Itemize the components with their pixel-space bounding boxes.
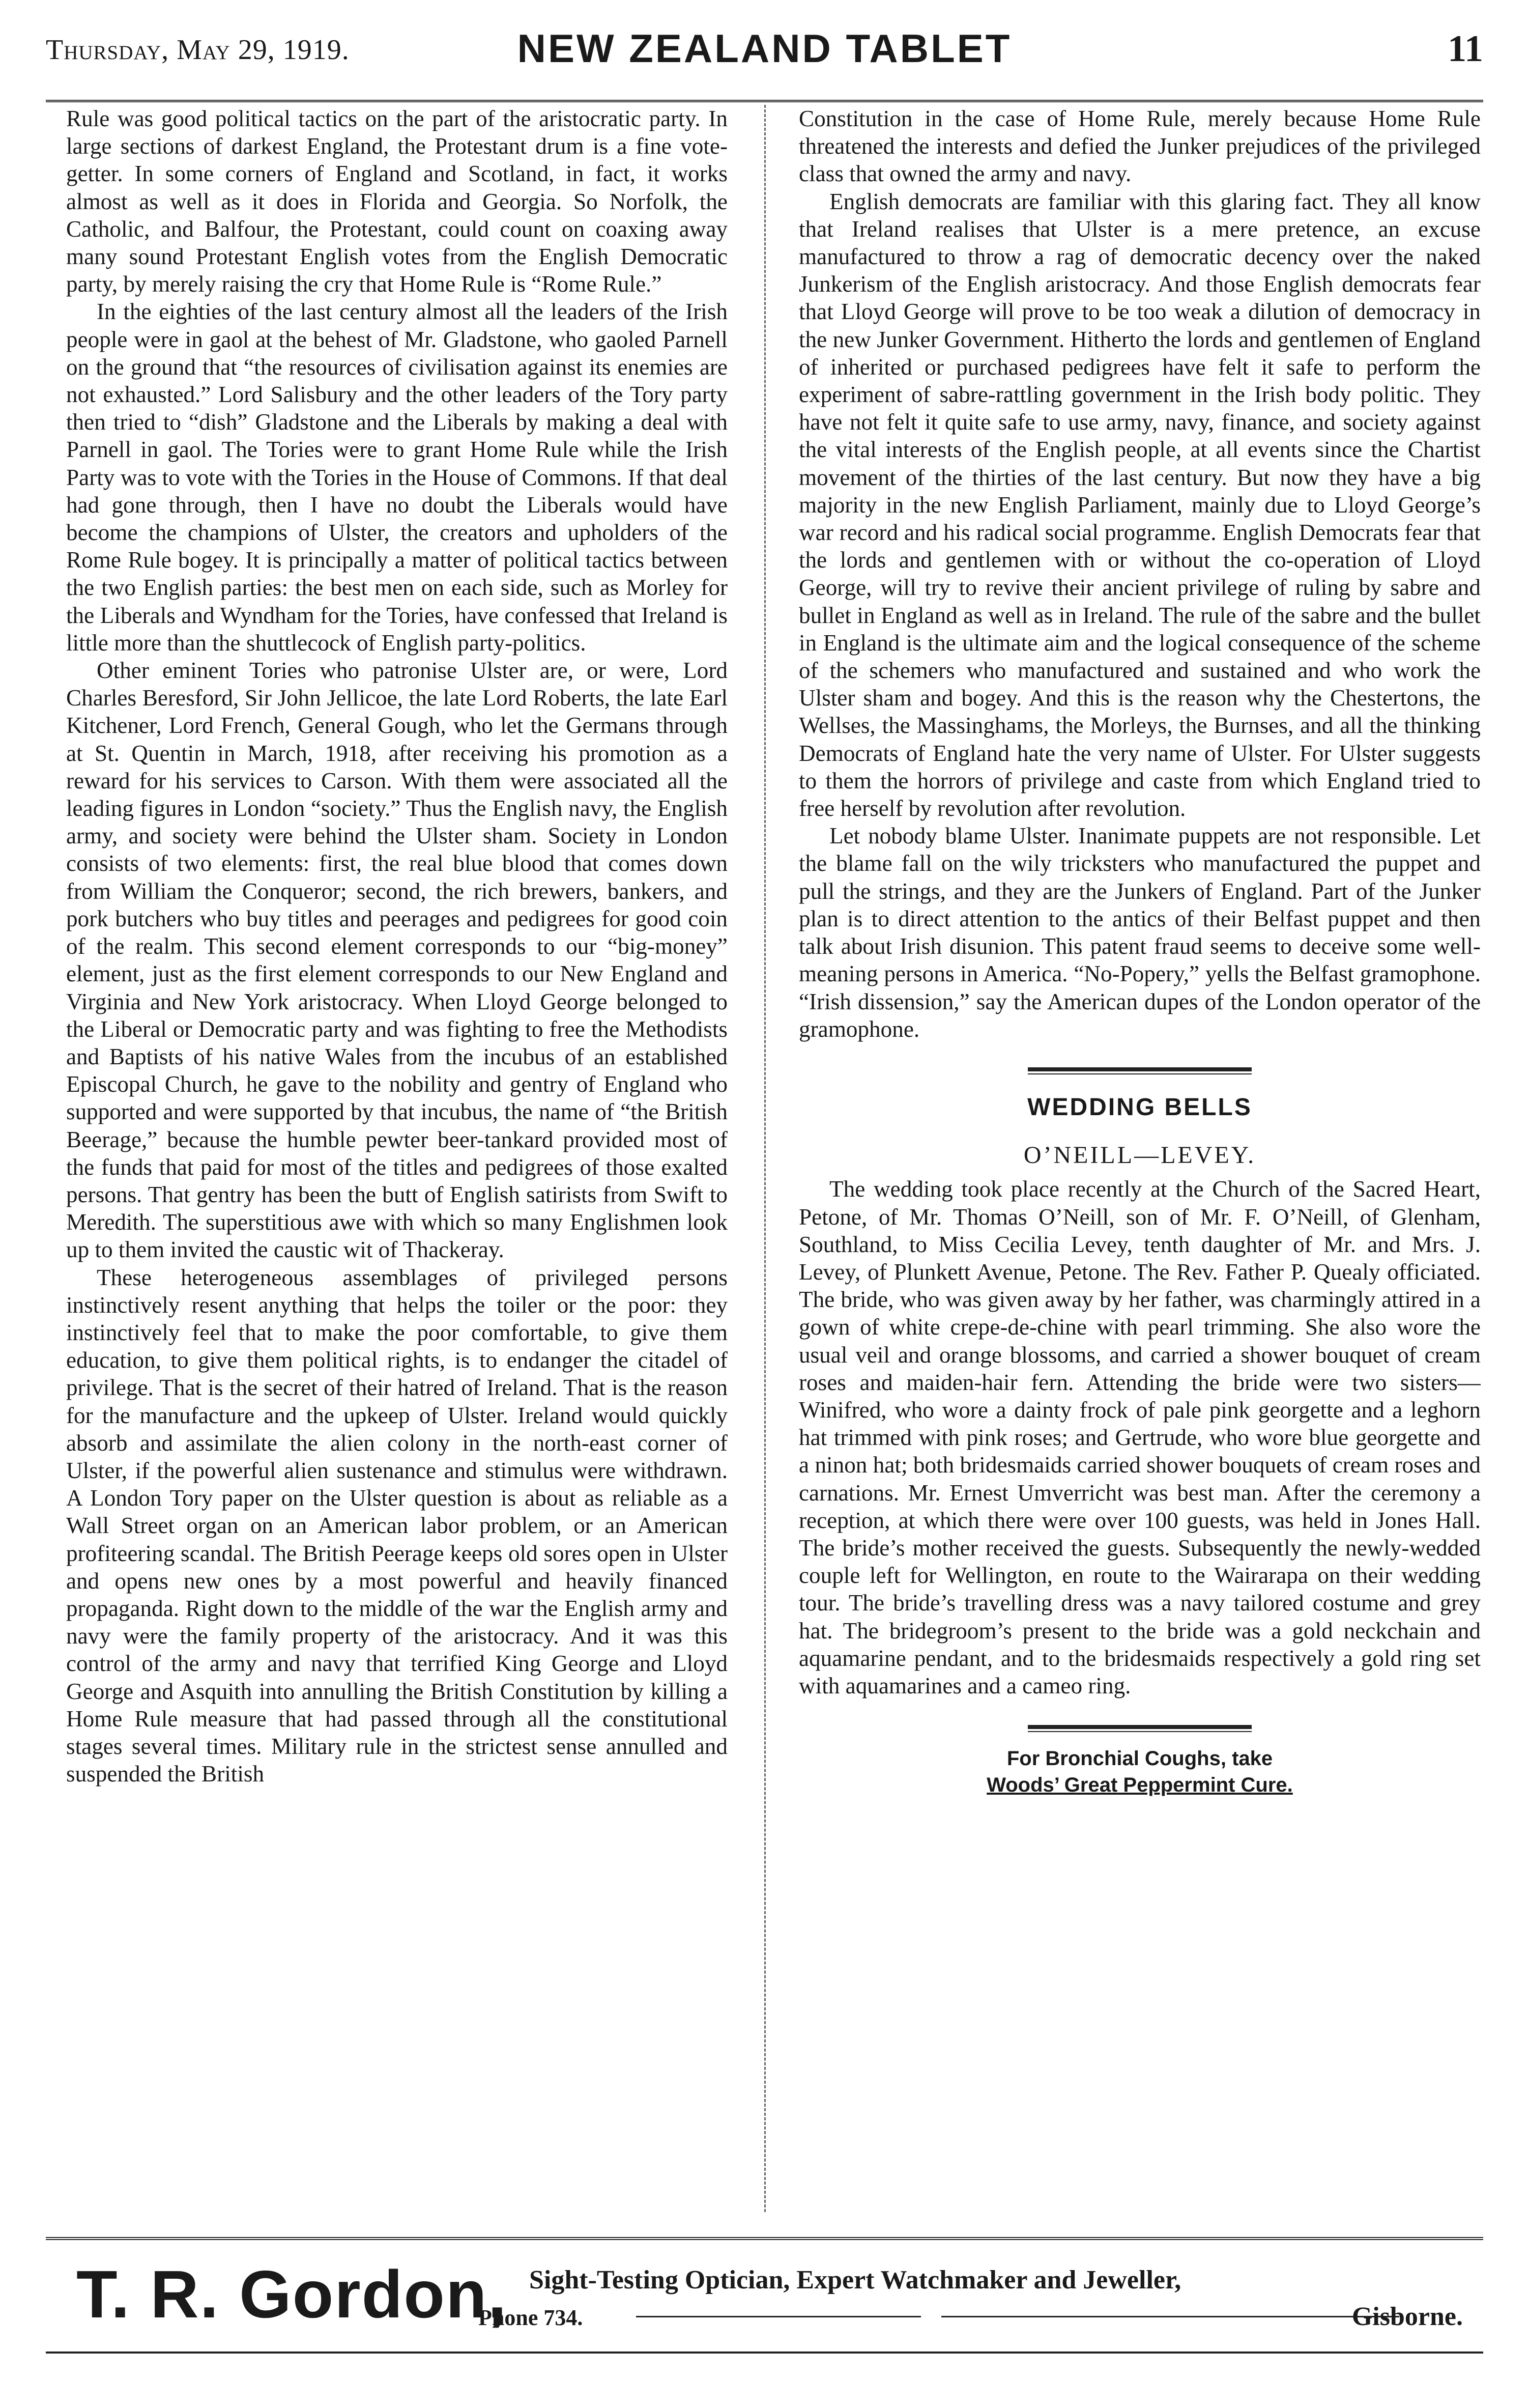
masthead-title: NEW ZEALAND TABLET: [517, 26, 1012, 71]
advertiser-town: Gisborne.: [1351, 2302, 1463, 2331]
header-rule: [46, 100, 1483, 102]
advertiser-trade: Sight-Testing Optician, Expert Watchmaker and Jeweller,: [529, 2265, 1181, 2294]
footer-advertisement: [46, 2245, 1483, 2352]
wedding-subheading: O’NEILL—LEVEY.: [1023, 1142, 1256, 1169]
footer-bottom-rule: [46, 2352, 1483, 2354]
issue-date: Thursday, May 29, 1919.: [46, 34, 350, 66]
right-column: [799, 105, 1481, 2212]
section-divider: [1028, 1725, 1252, 1732]
article-paragraph: In the eighties of the last century almost all the leaders of the Irish people were in gaol at the behest of Mr. Gladstone, who gaoled Parnell on the ground that “the resources of civilisation against its enemies are not exhausted.” Lord Salisbury and the other leaders of the Tory party then tried to “dish” Gladstone and the Liberals by making a deal with Parnell in gaol. The Tories were to grant Home Rule while the Irish Party was to vote with the Tories in the House of Commons. If that deal had gone through, then I have no doubt the Liberals would have become the champions of Ulster, the creators and upholders of the Rome Rule bogey. It is principally a matter of political tactics between the two English parties: the best men on each side, such as Morley for the Liberals and Wyndham for the Tories, have confessed that Ireland is little more than the shuttlecock of English party-politics.: [66, 299, 728, 656]
wedding-heading: WEDDING BELLS: [1027, 1093, 1252, 1121]
column-divider: [764, 105, 766, 2212]
wedding-body: The wedding took place recently at the Church of the Sacred Heart, Petone, of Mr. Thomas O’Neill, son of Mr. F. O’Neill, of Glenham, Southland, to Miss Cecilia Levey, tenth daughter of Mr. and Mrs. J. Levey, of Plunkett Avenue, Petone. The Rev. Father P. Quealy officiated. The bride, who was given away by her father, was charmingly attired in a gown of white crepe-de-chine with pearl trimming. She also wore the usual veil and orange blossoms, and carried a shower bouquet of cream roses and maiden-hair fern. Attending the bride were two sisters—Winifred, who wore a dainty frock of pale pink georgette and a leghorn hat trimmed with pink roses; and Gertrude, who wore blue georgette and a ninon hat; both bridesmaids carried shower bouquets of cream roses and carnations. Mr. Ernest Umverricht was best man. After the ceremony a reception, at which there were over 100 guests, was held in Jones Hall. The bride’s mother received the guests. Subsequently the newly-wedded couple left for Wellington, en route to the Wairarapa on their wedding tour. The bride’s travelling dress was a navy tailored costume and grey hat. The bridegroom’s present to the bride was a gold neckchain and aquamarine pendant, and to the bridesmaids respectively a gold ring set with aquamarines and a cameo ring.: [799, 1176, 1481, 1698]
page-number: 11: [1448, 28, 1483, 70]
article-paragraph: English democrats are familiar with this glaring fact. They all know that Ireland realises that Ulster is a mere pretence, an excuse manufactured to throw a rag of democratic decency over the naked Junkerism of the English aristocracy. And those English democrats fear that Lloyd George will prove to be too weak a dilution of democracy in the new Junker Government. Hitherto the lords and gentlemen of England of inherited or purchased pedigrees have felt it safe to perform the experiment of sabre-rattling government in the Irish body politic. They have not felt it quite safe to use army, navy, finance, and society against the vital interests of the English people, at all events since the Chartist movement of the thirties of the last century. But now they have a big majority in the new English Parliament, mainly due to Lloyd George’s war record and his radical social programme. English Democrats fear that the lords and gentlemen with or without the co-operation of Lloyd George, will try to revive their ancient privilege of ruling by sabre and bullet in England as well as in Ireland. The rule of the sabre and the bullet in England is the ultimate aim and the logical consequence of the scheme of the schemers who manufactured and sustained and who work the Ulster sham and bogey. And this is the reason why the Chestertons, the Wellses, the Massinghams, the Morleys, the Burnses, and all the thinking Democrats of England hate the very name of Ulster. For Ulster suggests to them the horrors of privilege and caste from which England tried to free herself by revolution after revolution.: [799, 188, 1481, 821]
left-column: [66, 105, 728, 2212]
article-paragraph: Rule was good political tactics on the part of the aristocratic party. In large sections of darkest England, the Protestant drum is a fine vote-getter. In some corners of England and Scotland, in fact, it works almost as well as it does in Florida and Georgia. So Norfolk, the Catholic, and Balfour, the Protestant, could count on coaxing away many sound Protestant English votes from the English Democratic party, by merely raising the cry that Home Rule is “Rome Rule.”: [66, 106, 728, 297]
article-paragraph: Let nobody blame Ulster. Inanimate puppets are not responsible. Let the blame fall on the wily tricksters who manufactured the puppet and pull the strings, and they are the Junkers of England. Part of the Junker plan is to direct attention to the antics of their Belfast puppet and then talk about Irish disunion. This patent fraud seems to deceive some well-meaning persons in America. “No-Popery,” yells the Belfast gramophone. “Irish dissension,” say the American dupes of the London operator of the gramophone.: [799, 823, 1481, 1042]
article-paragraph: These heterogeneous assemblages of privileged persons instinctively resent anything that helps the toiler or the poor: they instinctively feel that to make the poor comfortable, to give them education, to give them political rights, is to endanger the citadel of privilege. That is the secret of their hatred of Ireland. That is the reason for the manufacture and the upkeep of Ulster. Ireland would quickly absorb and assimilate the alien colony in the north-east corner of Ulster, if the powerful alien sustenance and stimulus were withdrawn. A London Tory paper on the Ulster question is about as reliable as a Wall Street organ on an American labor problem, or an American profiteering scandal. The British Peerage keeps old sores open in Ulster and opens new ones by a most powerful and heavily financed propaganda. Right down to the middle of the war the English army and navy were the family property of the aristocracy. And it was this control of the army and navy that terrified King George and Lloyd George and Asquith into annulling the British Constitution by killing a Home Rule measure that had passed through all the constitutional stages several times. Military rule in the strictest sense annulled and suspended the British: [66, 1264, 728, 1787]
article-paragraph: Constitution in the case of Home Rule, merely because Home Rule threatened the interests and defied the Junker prejudices of the privileged class that owned the army and navy.: [799, 106, 1481, 187]
footer-dash: [941, 2316, 1399, 2317]
footer-rule: [46, 2237, 1483, 2240]
cough-ad-line2: Woods’ Great Peppermint Cure.: [987, 1774, 1293, 1797]
footer-dash: [636, 2316, 921, 2317]
cough-ad-line1: For Bronchial Coughs, take: [1006, 1747, 1273, 1770]
article-paragraph: Other eminent Tories who patronise Ulster are, or were, Lord Charles Beresford, Sir John Jellicoe, the late Lord Roberts, the late Earl Kitchener, Lord French, General Gough, who let the Germans through at St. Quentin in March, 1918, after receiving his promotion as a reward for his services to Carson. With them were associated all the leading figures in London “society.” Thus the English navy, the English army, and society were behind the Ulster sham. Society in London consists of two elements: first, the real blue blood that comes down from William the Conqueror; second, the rich brewers, bankers, and pork butchers who buy titles and peerages and pedigrees for good coin of the realm. This second element corresponds to our “big-money” element, just as the first element corresponds to our New England and Virginia and New York aristocracy. When Lloyd George belonged to the Liberal or Democratic party and was fighting to free the Methodists and Baptists of his native Wales from the incubus of an established Episcopal Church, he gave to the nobility and gentry of England who supported and were supported by that incubus, the name of “the British Beerage,” because the humble pewter beer-tankard provided most of the funds that paid for most of the titles and pedigrees of those exalted persons. That gentry has been the butt of English satirists from Swift to Meredith. The superstitious awe with which so many Englishmen look up to them invited the caustic wit of Thackeray.: [66, 658, 728, 1263]
advertiser-phone: Phone 734.: [478, 2305, 583, 2330]
section-divider: [1028, 1067, 1252, 1074]
advertiser-name: T. R. Gordon,: [76, 2257, 508, 2332]
page-header: [46, 18, 1483, 105]
